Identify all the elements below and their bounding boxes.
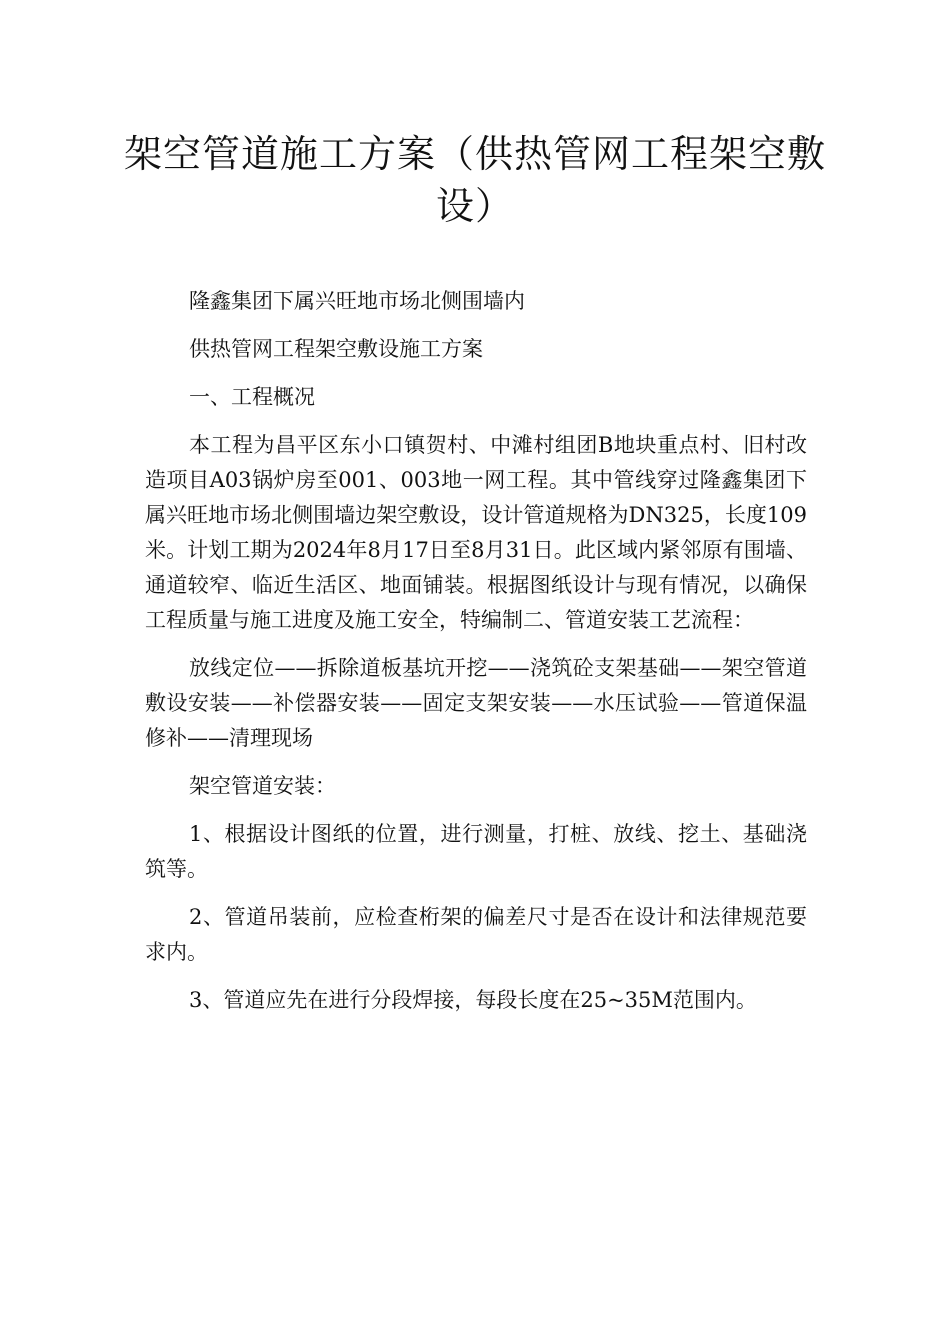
paragraph-overview: 本工程为昌平区东小口镇贺村、中滩村组团B地块重点村、旧村改造项目A03锅炉房至001、003地一网工程。其中管线穿过隆鑫集团下属兴旺地市场北侧围墙边架空敷设，设计管道规格为DN325，长度109米。计划工期为2024年8月17日至8月31日。此区域内紧邻原有围墙、通道较窄、临近生活区、地面铺装。根据图纸设计与现有情况，以确保工程质量与施工进度及施工安全，特编制二、管道安装工艺流程： [145,433,807,632]
section-heading-overview: 一、工程概况 [189,385,315,409]
document-title: 架空管道施工方案（供热管网工程架空敷设） [123,132,826,228]
document-body [145,284,807,1031]
paragraph-subtitle: 供热管网工程架空敷设施工方案 [189,337,483,361]
paragraph-process-flow: 放线定位——拆除道板基坑开挖——浇筑砼支架基础——架空管道敷设安装——补偿器安装——固定支架安装——水压试验——管道保温修补——清理现场 [145,656,807,750]
list-item-step-1: 1、根据设计图纸的位置，进行测量，打桩、放线、挖土、基础浇筑等。 [145,822,807,881]
section-heading-installation: 架空管道安装： [189,774,336,798]
list-item-step-3: 3、管道应先在进行分段焊接，每段长度在25~35M范围内。 [189,988,757,1012]
paragraph-location: 隆鑫集团下属兴旺地市场北侧围墙内 [189,289,525,313]
list-item-step-2: 2、管道吊装前，应检查桁架的偏差尺寸是否在设计和法律规范要求内。 [145,905,807,964]
